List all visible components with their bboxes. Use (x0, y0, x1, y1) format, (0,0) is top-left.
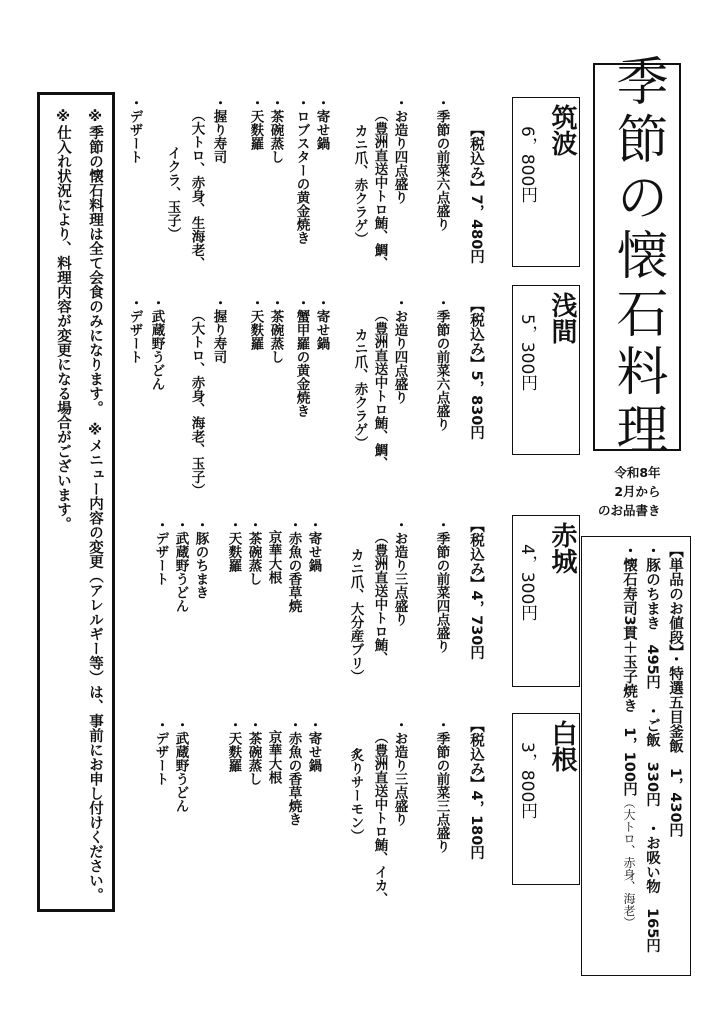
page-title: 季節の懐石料理 (607, 54, 667, 460)
notice-box (37, 92, 115, 912)
menu-item: ・赤魚の香草焼き (285, 718, 302, 826)
course-asama-tax-price: 【税込み】5，830円 (468, 298, 484, 440)
course-asama-menu (245, 296, 455, 470)
menu-item: ・茶碗蒸し (245, 518, 262, 586)
course-shirane-tax-price: 【税込み】4，180円 (468, 718, 484, 860)
menu-item: （豊洲直送中トロ鮪、イカ、 (371, 730, 388, 906)
menu-item: ・寄せ鍋 (313, 96, 330, 150)
date-line-1: 令和8年 (614, 465, 661, 480)
single-item-sushi-note: （大トロ、赤身、海老） (622, 796, 636, 929)
course-name: 浅間 (547, 292, 577, 344)
date-block (598, 463, 661, 520)
course-akagi-box (512, 515, 580, 687)
single-items-line-3 (618, 543, 640, 969)
single-items-line-1 (664, 543, 686, 969)
menu-item: ・デザート (152, 518, 169, 586)
course-name: 白根 (547, 720, 577, 772)
course-tsukuba-menu-2 (120, 96, 240, 270)
course-tsukuba-box (512, 97, 580, 267)
menu-item: ・武蔵野うどん (172, 718, 189, 813)
title-box (593, 54, 681, 460)
menu-item: （大トロ、赤身、海老、玉子） (188, 308, 205, 497)
menu-item: ・天麩羅 (247, 96, 264, 150)
course-shirane-box (512, 713, 580, 885)
menu-item: （豊洲直送中トロ鮪、 (371, 530, 388, 665)
date-line-3: のお品書き (598, 503, 661, 518)
course-akagi-menu (225, 518, 455, 688)
single-items-heading: 【単品のお値段】 (667, 543, 683, 652)
single-items-box (581, 536, 691, 976)
menu-item: イクラ、玉子） (164, 146, 181, 241)
menu-item: ・蟹甲羅の黄金焼き (293, 296, 310, 418)
course-shirane-menu (225, 718, 455, 918)
course-tsukuba-menu (245, 96, 455, 270)
menu-item: ・お造り四点盛り (391, 96, 408, 204)
menu-item: ・武蔵野うどん (172, 518, 189, 613)
menu-item: （豊洲直送中トロ鮪、鯛、 (371, 308, 388, 470)
menu-item: カニ爪、赤クラゲ） (351, 124, 368, 246)
course-price: 6，800円 (517, 126, 537, 204)
course-name: 筑波 (547, 104, 577, 156)
date-line-2: 2月から (614, 484, 661, 499)
notice-line-1: ※季節の懐石料理は全て会食のみになります。 ※メニュー内容の変更（アレルギー等）は、事前にお申し付けください。 (87, 109, 103, 903)
menu-item: ・茶碗蒸し (267, 96, 284, 164)
menu-item: ・天麩羅 (225, 718, 242, 772)
course-name: 赤城 (547, 522, 577, 574)
single-items-line-2: ・豚のちまき 495円 ・ご飯 330円 ・お吸い物 165円 (644, 543, 660, 953)
course-akagi-tax-price: 【税込み】4，730円 (468, 518, 484, 660)
menu-item: ・お造り四点盛り (391, 296, 408, 404)
menu-item: ・寄せ鍋 (305, 518, 322, 572)
menu-item: ・季節の前菜四点盛り (433, 518, 450, 653)
course-akagi-menu-2 (120, 518, 220, 688)
course-tsukuba-tax-price: 【税込み】7，480円 (468, 122, 484, 264)
course-price: 3，800円 (517, 742, 537, 820)
course-price: 5，300円 (517, 314, 537, 392)
menu-item: 炙りサーモン） (347, 748, 364, 843)
menu-item: ・武蔵野うどん (148, 296, 165, 391)
notice-line-2: ※仕入れ状況により、料理内容が変更になる場合がございます。 (55, 109, 71, 531)
menu-item: ・握り寿司 (210, 296, 227, 364)
menu-item: ・寄せ鍋 (305, 718, 322, 772)
menu-item: ・季節の前菜六点盛り (433, 96, 450, 231)
menu-item: 京華大根 (265, 530, 282, 584)
menu-item: ・赤魚の香草焼 (285, 518, 302, 613)
menu-item: ・デザート (152, 718, 169, 786)
menu-item: ・デザート (126, 96, 143, 164)
menu-item: ・寄せ鍋 (313, 296, 330, 350)
menu-item: ・季節の前菜六点盛り (433, 296, 450, 431)
menu-item: ・お造り三点盛り (391, 718, 408, 826)
single-item-sushi: ・懐石寿司3貫＋玉子焼き 1，100円 (621, 543, 637, 797)
menu-item: ・デザート (126, 296, 143, 364)
menu-item: ・季節の前菜三点盛り (433, 718, 450, 853)
menu-item: ・豚のちまき (192, 518, 209, 599)
course-price: 4，300円 (517, 544, 537, 622)
menu-item: （豊洲直送中トロ鮪、鯛、 (371, 108, 388, 270)
course-asama-menu-2 (120, 296, 240, 497)
menu-item: （大トロ、赤身、生海老、 (188, 108, 205, 270)
menu-item: ・茶碗蒸し (267, 296, 284, 364)
course-shirane-menu-2 (120, 718, 220, 888)
menu-item: 京華大根 (265, 730, 282, 784)
menu-item: ・ロブスターの黄金焼き (293, 96, 310, 245)
menu-item: カニ爪、大分産ブリ） (347, 548, 364, 683)
menu-item: ・茶碗蒸し (245, 718, 262, 786)
menu-item: ・握り寿司 (210, 96, 227, 164)
menu-item: ・お造り三点盛り (391, 518, 408, 626)
menu-item: ・天麩羅 (247, 296, 264, 350)
single-item-kamameshi: ・特選五目釜飯 1，430円 (667, 651, 683, 838)
menu-item: カニ爪、赤クラゲ） (351, 328, 368, 450)
course-asama-box (512, 285, 580, 455)
menu-item: ・天麩羅 (225, 518, 242, 572)
